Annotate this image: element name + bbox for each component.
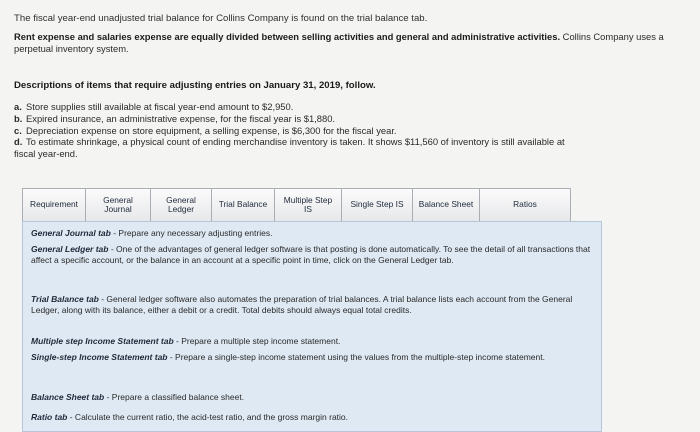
tab-multiple-step-is[interactable]	[274, 188, 342, 221]
tab-balance-sheet[interactable]	[412, 188, 480, 221]
list-item	[14, 136, 690, 148]
tab-label: Trial Balance	[218, 199, 268, 210]
tab-label: General Ledger	[166, 194, 196, 214]
panel-paragraph	[31, 392, 595, 403]
panel-paragraph	[31, 412, 595, 423]
panel-paragraph-title: Single-step Income Statement tab	[31, 352, 168, 362]
allocation-note	[14, 31, 690, 55]
allocation-note-rest: Collins Company uses a perpetual inventory system.	[14, 31, 664, 54]
panel-paragraph-title: Balance Sheet tab	[31, 392, 105, 402]
panel-paragraph	[31, 352, 595, 363]
panel-paragraph	[31, 294, 595, 315]
item-text: Expired insurance, an administrative expense, for the fiscal year is $1,880.	[26, 112, 336, 124]
tab-general-journal[interactable]	[85, 188, 151, 221]
list-item	[14, 125, 690, 137]
panel-paragraph-title: General Journal tab	[31, 228, 111, 238]
tab-label: Requirement	[30, 199, 78, 210]
panel-paragraph	[31, 244, 595, 265]
requirement-panel	[22, 221, 602, 432]
panel-paragraph-title: General Ledger tab	[31, 244, 109, 254]
intro-text: The fiscal year-end unadjusted trial balance for Collins Company is found on the trial balance tab.	[14, 13, 428, 24]
item-letter: b.	[14, 112, 23, 124]
panel-paragraph-text: - Prepare any necessary adjusting entries.	[110, 228, 273, 238]
item-letter: c.	[14, 124, 22, 136]
allocation-note-bold: Rent expense and salaries expense are equally divided between selling activities and general and administrative activities.	[14, 31, 561, 42]
panel-paragraph	[31, 336, 595, 347]
tab-single-step-is[interactable]	[341, 188, 413, 221]
panel-paragraph-text: - Prepare a multiple step income statement.	[173, 336, 341, 346]
item-text: To estimate shrinkage, a physical count of ending merchandise inventory is taken. It shows $11,560 of inventory is still available at	[26, 136, 565, 148]
descriptions-heading: Descriptions of items that require adjusting entries on January 31, 2019, follow.	[14, 80, 376, 91]
panel-paragraph-text: - Prepare a single-step income statement using the values from the multiple-step income statement.	[167, 352, 545, 362]
panel-paragraph-text: - General ledger software also automates the preparation of trial balances. A trial balance lists each account from the General Ledger, along with its balance, either a debit or a credit. Total debits should always equal total credits.	[31, 294, 573, 315]
item-letter: a.	[14, 101, 22, 112]
list-item	[14, 101, 690, 113]
tab-trial-balance[interactable]	[211, 188, 275, 221]
tab-label: Balance Sheet	[418, 199, 474, 210]
item-text-continued: fiscal year-end.	[14, 148, 78, 160]
list-item	[14, 113, 690, 125]
tab-ratios[interactable]	[479, 188, 571, 221]
tab-label: Single Step IS	[350, 199, 404, 210]
panel-paragraph-title: Multiple step Income Statement tab	[31, 336, 174, 346]
panel-paragraph-title: Trial Balance tab	[31, 294, 99, 304]
tab-general-ledger[interactable]	[150, 188, 212, 221]
panel-paragraph-text: - Prepare a classified balance sheet.	[104, 392, 245, 402]
panel-paragraph-text: - One of the advantages of general ledger software is that posting is done automatically. To see the detail of all transactions that affect a specific account, or the balance in an account at a specific point in time, click on the General Ledger tab.	[31, 244, 591, 265]
item-letter: d.	[14, 136, 23, 148]
tab-label: General Journal	[103, 194, 133, 214]
item-text: Store supplies still available at fiscal year-end amount to $2,950.	[26, 101, 294, 112]
tab-requirement[interactable]	[22, 188, 86, 221]
adjusting-items-list	[14, 101, 690, 160]
tab-label: Multiple Step IS	[283, 194, 333, 214]
tab-bar	[22, 188, 574, 221]
panel-paragraph-text: - Calculate the current ratio, the acid-test ratio, and the gross margin ratio.	[67, 412, 349, 422]
panel-paragraph-title: Ratio tab	[31, 412, 68, 422]
tab-label: Ratios	[513, 199, 537, 210]
panel-paragraph	[31, 228, 595, 239]
item-text: Depreciation expense on store equipment, a selling expense, is $6,300 for the fiscal year.	[26, 124, 397, 136]
